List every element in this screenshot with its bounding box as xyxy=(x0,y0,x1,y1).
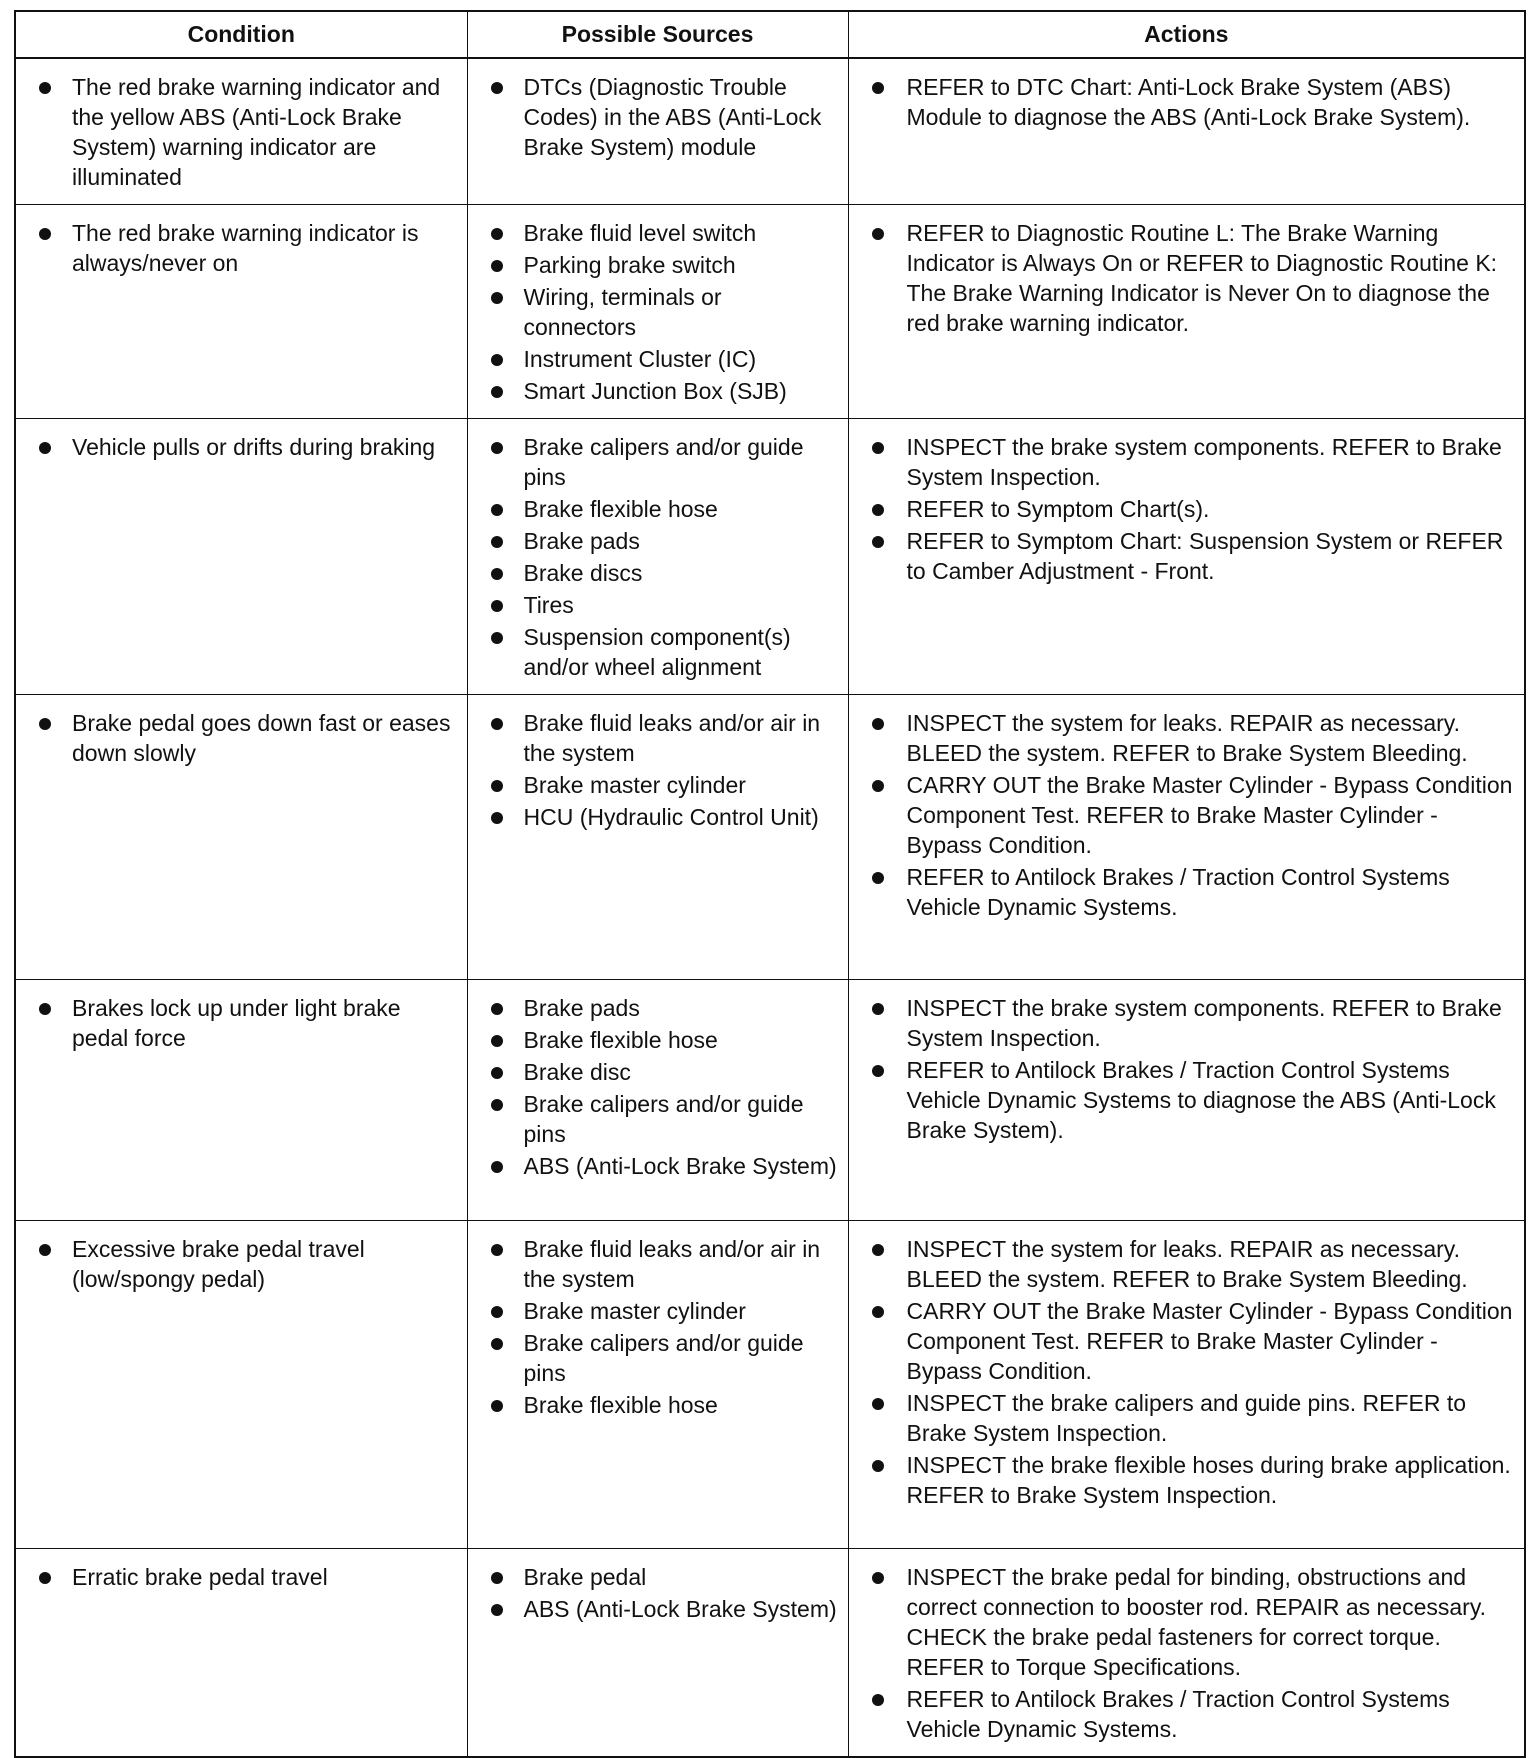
condition-cell xyxy=(15,58,467,205)
actions-cell xyxy=(848,980,1525,1221)
source-item: DTCs (Diagnostic Trouble Codes) in the ABS (Anti-Lock Brake System) module xyxy=(478,72,840,162)
header-condition: Condition xyxy=(15,11,467,58)
condition-cell xyxy=(15,1221,467,1549)
symptom-chart-table xyxy=(14,10,1526,1758)
condition-cell xyxy=(15,1549,467,1758)
table-row xyxy=(15,695,1525,980)
source-item: Brake calipers and/or guide pins xyxy=(478,1328,840,1388)
actions-cell xyxy=(848,695,1525,980)
header-possible-sources: Possible Sources xyxy=(467,11,848,58)
source-item: Brake master cylinder xyxy=(478,770,840,800)
condition-item: Erratic brake pedal travel xyxy=(26,1562,459,1592)
source-item: Brake calipers and/or guide pins xyxy=(478,1089,840,1149)
header-actions: Actions xyxy=(848,11,1525,58)
action-item: REFER to Diagnostic Routine L: The Brake Warning Indicator is Always On or REFER to Diagnostic Routine K: The Brake Warning Indicator is Never On to diagnose the red brake warning indicator. xyxy=(859,218,1517,338)
source-item: Brake flexible hose xyxy=(478,494,840,524)
action-item: INSPECT the brake system components. REFER to Brake System Inspection. xyxy=(859,993,1517,1053)
sources-cell xyxy=(467,205,848,419)
action-item: REFER to Antilock Brakes / Traction Control Systems Vehicle Dynamic Systems to diagnose the ABS (Anti-Lock Brake System). xyxy=(859,1055,1517,1145)
condition-item: Brake pedal goes down fast or eases down slowly xyxy=(26,708,459,768)
condition-item: The red brake warning indicator and the yellow ABS (Anti-Lock Brake System) warning indicator are illuminated xyxy=(26,72,459,192)
action-item: CARRY OUT the Brake Master Cylinder - Bypass Condition Component Test. REFER to Brake Master Cylinder - Bypass Condition. xyxy=(859,1296,1517,1386)
condition-item: Brakes lock up under light brake pedal force xyxy=(26,993,459,1053)
action-item: REFER to Antilock Brakes / Traction Control Systems Vehicle Dynamic Systems. xyxy=(859,862,1517,922)
source-item: Smart Junction Box (SJB) xyxy=(478,376,840,406)
source-item: Brake disc xyxy=(478,1057,840,1087)
sources-cell xyxy=(467,695,848,980)
action-item: INSPECT the system for leaks. REPAIR as necessary. BLEED the system. REFER to Brake System Bleeding. xyxy=(859,708,1517,768)
table-row xyxy=(15,1221,1525,1549)
table-row xyxy=(15,1549,1525,1758)
table-row xyxy=(15,58,1525,205)
source-item: Brake pads xyxy=(478,993,840,1023)
table-row xyxy=(15,205,1525,419)
source-item: Tires xyxy=(478,590,840,620)
table-row xyxy=(15,980,1525,1221)
source-item: Brake fluid level switch xyxy=(478,218,840,248)
action-item: REFER to Symptom Chart: Suspension System or REFER to Camber Adjustment - Front. xyxy=(859,526,1517,586)
action-item: REFER to Symptom Chart(s). xyxy=(859,494,1517,524)
action-item: CARRY OUT the Brake Master Cylinder - Bypass Condition Component Test. REFER to Brake Master Cylinder - Bypass Condition. xyxy=(859,770,1517,860)
source-item: HCU (Hydraulic Control Unit) xyxy=(478,802,840,832)
source-item: Brake fluid leaks and/or air in the system xyxy=(478,708,840,768)
condition-cell xyxy=(15,205,467,419)
condition-item: Vehicle pulls or drifts during braking xyxy=(26,432,459,462)
source-item: Suspension component(s) and/or wheel alignment xyxy=(478,622,840,682)
header-row xyxy=(15,11,1525,58)
action-item: INSPECT the brake calipers and guide pins. REFER to Brake System Inspection. xyxy=(859,1388,1517,1448)
source-item: Brake calipers and/or guide pins xyxy=(478,432,840,492)
actions-cell xyxy=(848,1221,1525,1549)
condition-item: The red brake warning indicator is always/never on xyxy=(26,218,459,278)
source-item: ABS (Anti-Lock Brake System) xyxy=(478,1151,840,1181)
actions-cell xyxy=(848,1549,1525,1758)
source-item: Brake fluid leaks and/or air in the system xyxy=(478,1234,840,1294)
source-item: Brake flexible hose xyxy=(478,1025,840,1055)
sources-cell xyxy=(467,980,848,1221)
condition-cell xyxy=(15,419,467,695)
action-item: INSPECT the brake system components. REFER to Brake System Inspection. xyxy=(859,432,1517,492)
source-item: ABS (Anti-Lock Brake System) xyxy=(478,1594,840,1624)
source-item: Wiring, terminals or connectors xyxy=(478,282,840,342)
source-item: Brake discs xyxy=(478,558,840,588)
source-item: Brake flexible hose xyxy=(478,1390,840,1420)
action-item: INSPECT the brake flexible hoses during brake application. REFER to Brake System Inspection. xyxy=(859,1450,1517,1510)
condition-cell xyxy=(15,980,467,1221)
sources-cell xyxy=(467,419,848,695)
source-item: Brake master cylinder xyxy=(478,1296,840,1326)
source-item: Parking brake switch xyxy=(478,250,840,280)
sources-cell xyxy=(467,1549,848,1758)
table-row xyxy=(15,419,1525,695)
actions-cell xyxy=(848,58,1525,205)
sources-cell xyxy=(467,1221,848,1549)
source-item: Brake pedal xyxy=(478,1562,840,1592)
action-item: REFER to DTC Chart: Anti-Lock Brake System (ABS) Module to diagnose the ABS (Anti-Lock Brake System). xyxy=(859,72,1517,132)
action-item: INSPECT the brake pedal for binding, obstructions and correct connection to booster rod. REPAIR as necessary. CHECK the brake pedal fasteners for correct torque. REFER to Torque Specifications. xyxy=(859,1562,1517,1682)
actions-cell xyxy=(848,205,1525,419)
condition-item: Excessive brake pedal travel (low/spongy pedal) xyxy=(26,1234,459,1294)
sources-cell xyxy=(467,58,848,205)
action-item: INSPECT the system for leaks. REPAIR as necessary. BLEED the system. REFER to Brake System Bleeding. xyxy=(859,1234,1517,1294)
condition-cell xyxy=(15,695,467,980)
source-item: Instrument Cluster (IC) xyxy=(478,344,840,374)
actions-cell xyxy=(848,419,1525,695)
source-item: Brake pads xyxy=(478,526,840,556)
action-item: REFER to Antilock Brakes / Traction Control Systems Vehicle Dynamic Systems. xyxy=(859,1684,1517,1744)
